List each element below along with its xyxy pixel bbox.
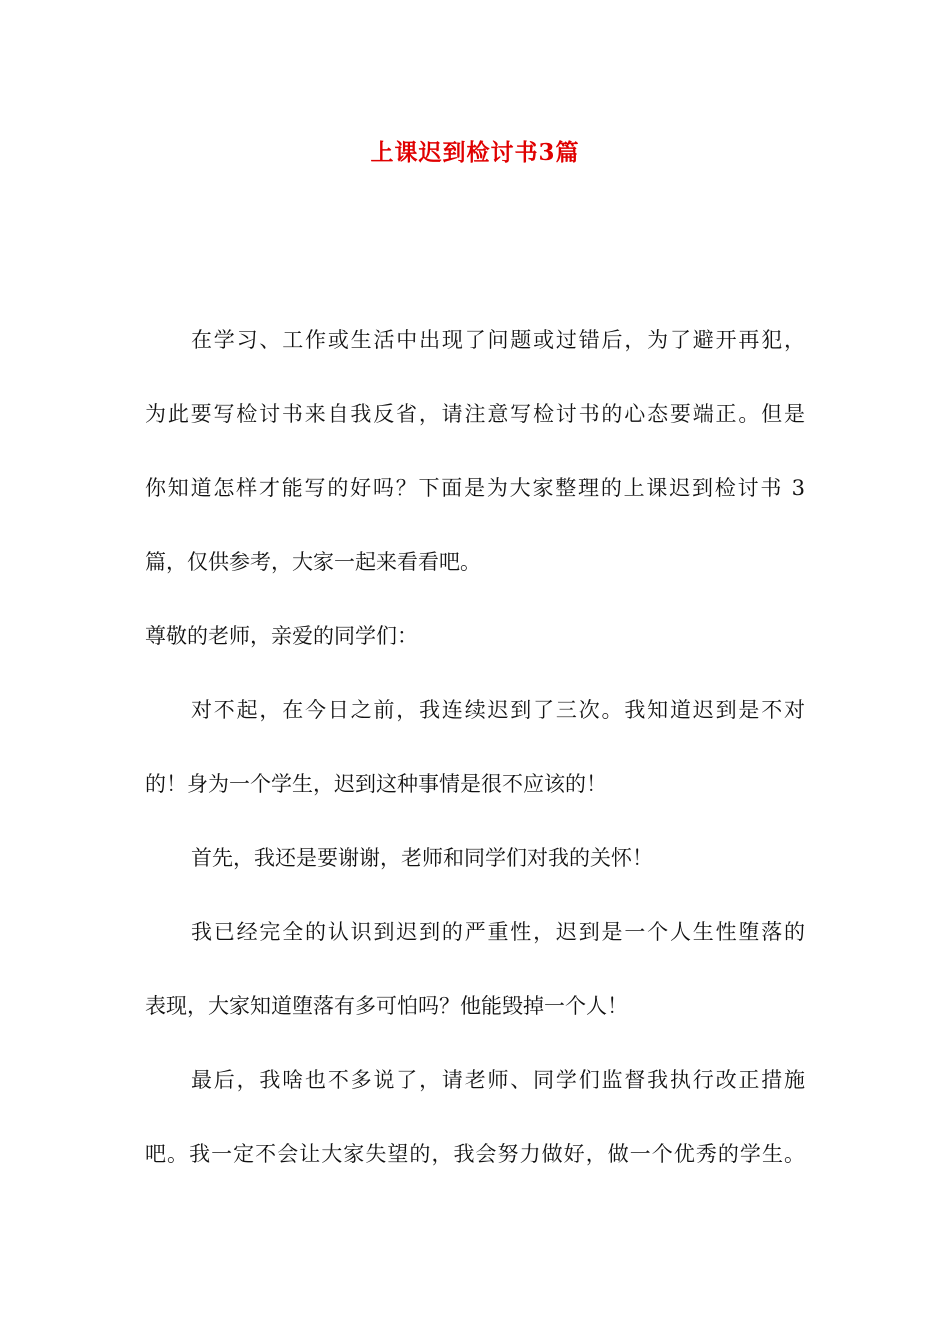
text-line: 在学习、工作或生活中出现了问题或过错后，为了避开再犯， (191, 328, 805, 352)
text-line: 我已经完全的认识到迟到的严重性，迟到是一个人生性堕落的 (191, 920, 805, 944)
text-line: 篇，仅供参考，大家一起来看看吧。 (145, 550, 481, 574)
paragraph-thanks (145, 840, 805, 876)
text-line: 表现，大家知道堕落有多可怕吗？他能毁掉一个人！ (145, 994, 628, 1018)
text-line: 对不起，在今日之前，我连续迟到了三次。我知道迟到是不对 (191, 698, 805, 722)
text-line: 的！身为一个学生，迟到这种事情是很不应该的！ (145, 772, 607, 796)
text-line: 首先，我还是要谢谢，老师和同学们对我的关怀！ (191, 846, 653, 870)
paragraph-awareness (145, 914, 805, 1024)
text-line: 尊敬的老师，亲爱的同学们： (145, 624, 418, 648)
text-line: 最后，我啥也不多说了，请老师、同学们监督我执行改正措施 (191, 1068, 805, 1092)
paragraph-intro (145, 322, 805, 580)
text-line: 你知道怎样才能写的好吗？下面是为大家整理的上课迟到检讨书 3 (145, 476, 805, 500)
document-title: 上课迟到检讨书3篇 (370, 139, 580, 166)
document-body (145, 322, 805, 1210)
paragraph-apology (145, 692, 805, 802)
paragraph-salutation (145, 618, 805, 654)
text-line: 为此要写检讨书来自我反省，请注意写检讨书的心态要端正。但是 (145, 402, 805, 426)
paragraph-closing (145, 1062, 805, 1172)
text-line: 吧。我一定不会让大家失望的，我会努力做好，做一个优秀的学生。 (145, 1142, 805, 1166)
